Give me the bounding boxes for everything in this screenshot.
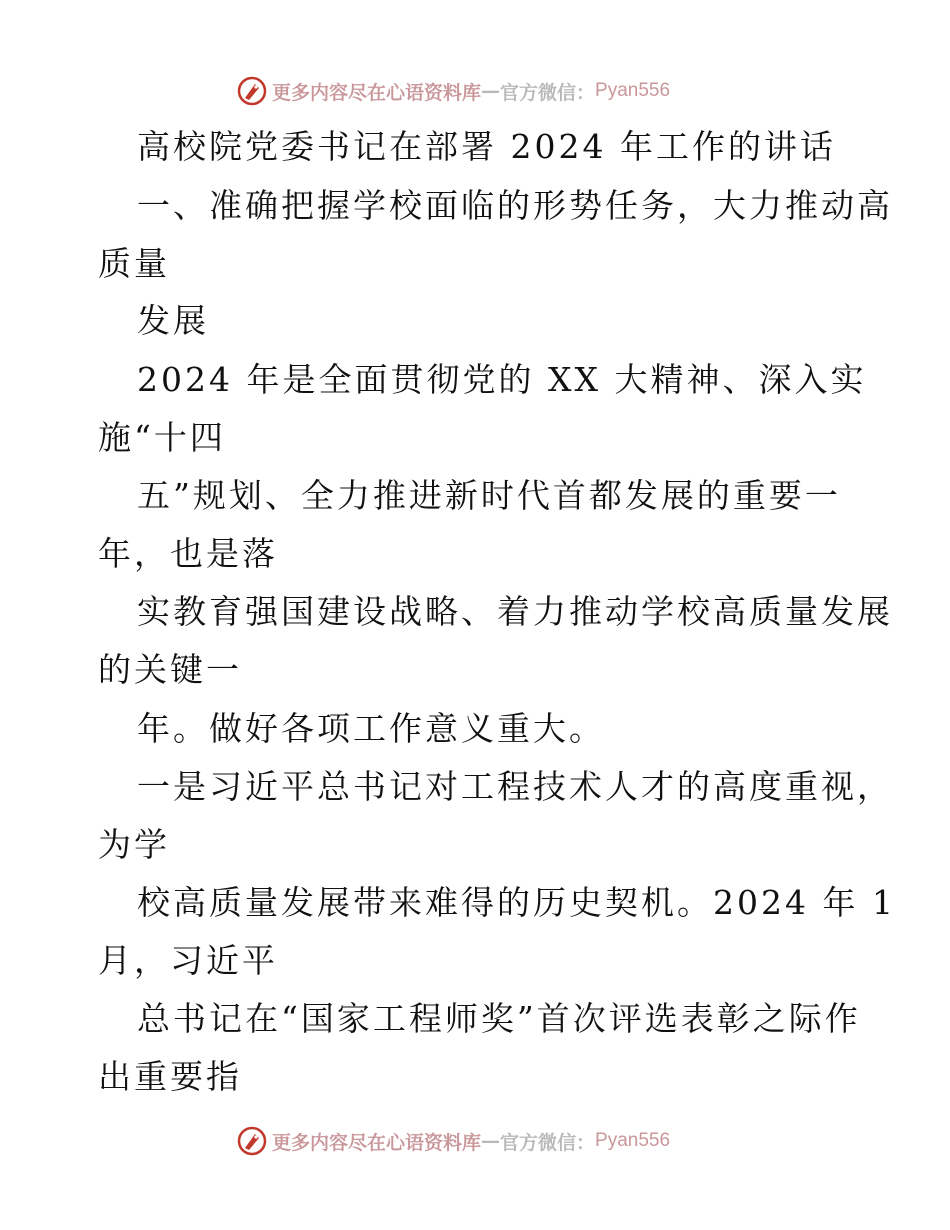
text-line: 质量 xyxy=(98,244,170,283)
pen-nib-circle-icon xyxy=(236,1125,268,1157)
watermark-separator: — xyxy=(481,1130,501,1152)
header-watermark xyxy=(236,74,670,108)
text-line: 出重要指 xyxy=(98,1057,242,1096)
text-line: 实教育强国建设战略、着力推动学校高质量发展 xyxy=(137,592,893,631)
watermark-wechat-label: 官方微信： xyxy=(500,81,596,104)
text-line: 2024 年是全面贯彻党的 XX 大精神、深入实 xyxy=(137,360,867,399)
watermark-site-text: 更多内容尽在心语资料库 xyxy=(272,81,482,104)
watermark-wechat-id: Pyan556 xyxy=(595,1130,671,1151)
watermark-separator: — xyxy=(481,80,501,102)
text-line: 发展 xyxy=(137,301,209,340)
watermark-wechat-label: 官方微信： xyxy=(500,1131,596,1154)
section-heading: 一、准确把握学校面临的形势任务，大力推动高 xyxy=(137,186,893,225)
document-title: 高校院党委书记在部署 2024 年工作的讲话 xyxy=(137,127,836,166)
text-line: 年，也是落 xyxy=(98,534,278,573)
watermark-wechat-id: Pyan556 xyxy=(595,80,671,101)
text-line: 施“十四 xyxy=(98,418,226,457)
text-line: 年。做好各项工作意义重大。 xyxy=(137,709,605,748)
text-line: 总书记在“国家工程师奖”首次评选表彰之际作 xyxy=(137,999,861,1038)
text-line: 五”规划、全力推进新时代首都发展的重要一 xyxy=(137,476,841,515)
text-line: 为学 xyxy=(98,825,170,864)
footer-watermark xyxy=(236,1124,670,1158)
text-line: 校高质量发展带来难得的历史契机。2024 年 1 xyxy=(137,883,896,922)
text-line: 一是习近平总书记对工程技术人才的高度重视， xyxy=(137,767,893,806)
watermark-site-text: 更多内容尽在心语资料库 xyxy=(272,1131,482,1154)
pen-nib-circle-icon xyxy=(236,75,268,107)
text-line: 的关键一 xyxy=(98,650,242,689)
text-line: 月，习近平 xyxy=(98,941,278,980)
